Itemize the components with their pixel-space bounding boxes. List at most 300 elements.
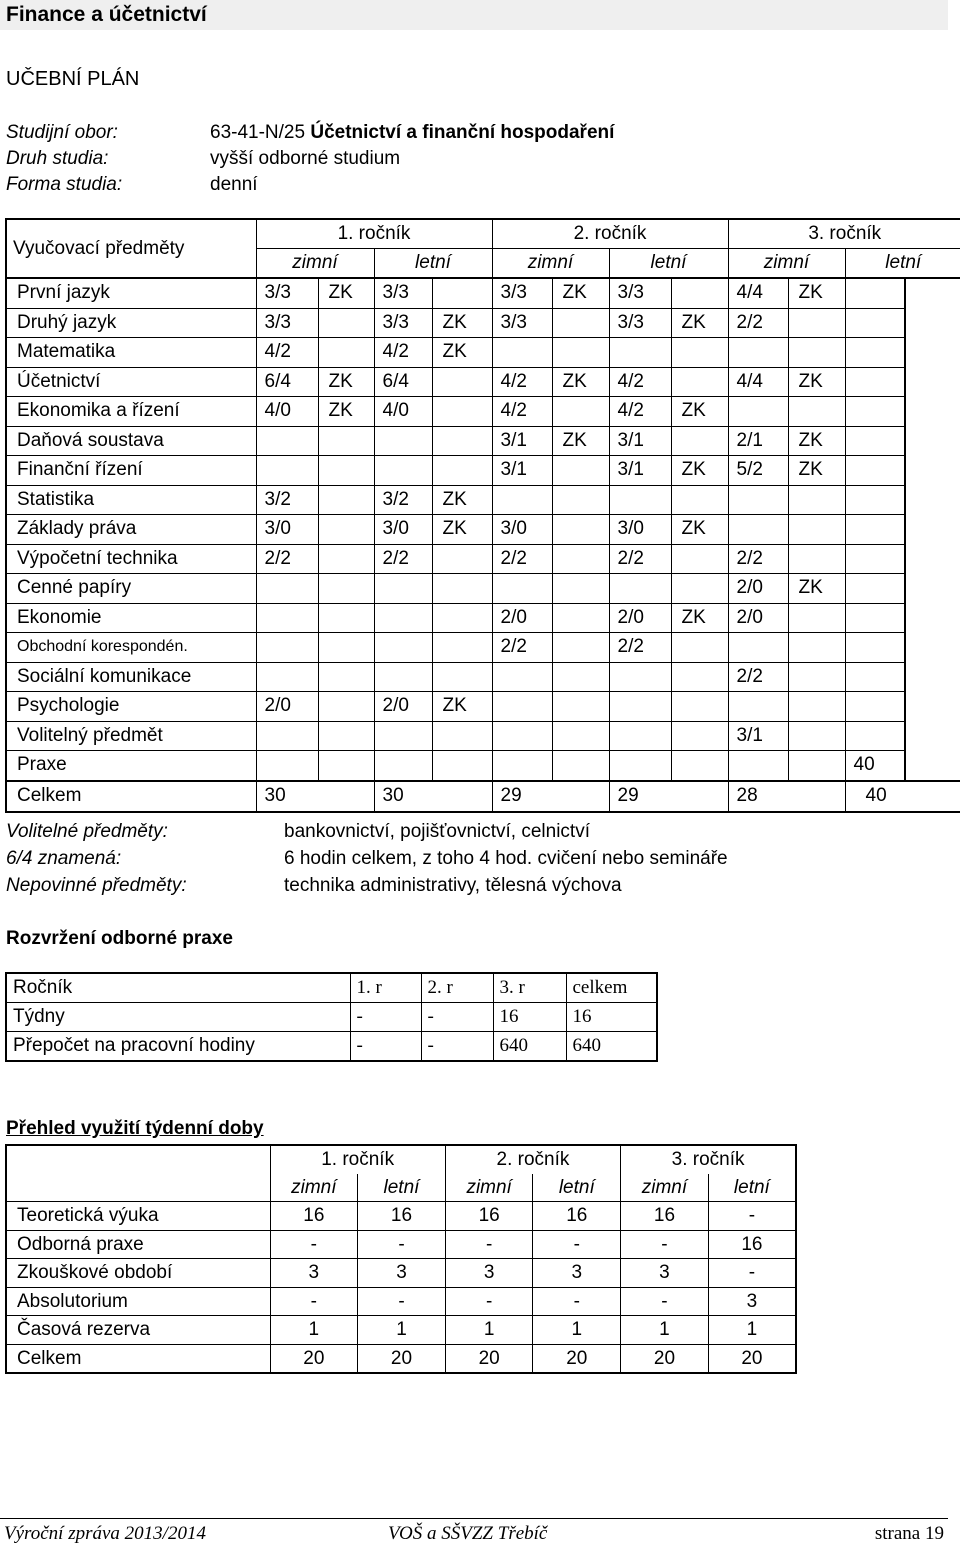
weekly-value: 3 — [270, 1259, 358, 1288]
subject-row — [6, 456, 960, 486]
info-value — [210, 120, 614, 146]
hours-cell — [374, 574, 432, 604]
semester-header: letní — [609, 249, 728, 279]
hours-cell: 2/0 — [728, 603, 788, 633]
hours-cell — [374, 662, 432, 692]
practice-row — [6, 973, 657, 1003]
weekly-value: 1 — [270, 1316, 358, 1345]
hours-cell: 2/2 — [609, 544, 671, 574]
exam-cell — [905, 456, 960, 486]
exam-cell: ZK — [671, 515, 728, 545]
exam-cell — [788, 721, 845, 751]
exam-cell: ZK — [318, 367, 374, 397]
exam-cell — [905, 574, 960, 604]
hours-cell — [728, 397, 788, 427]
hours-cell: 6/4 — [374, 367, 432, 397]
exam-cell — [432, 456, 492, 486]
exam-cell: ZK — [788, 574, 845, 604]
subject-name: Druhý jazyk — [6, 308, 256, 338]
exam-cell — [552, 692, 609, 722]
total-value: 28 — [728, 781, 845, 812]
hours-cell: 3/3 — [609, 308, 671, 338]
weekly-value: 16 — [533, 1202, 621, 1231]
weekly-value: 20 — [445, 1344, 533, 1373]
exam-cell — [671, 338, 728, 368]
hours-cell — [845, 367, 905, 397]
hours-cell — [609, 751, 671, 781]
hours-cell — [492, 338, 552, 368]
practice-value: 2. r — [421, 973, 493, 1003]
hours-cell: 4/4 — [728, 278, 788, 308]
weekly-row — [6, 1287, 796, 1316]
exam-cell — [788, 485, 845, 515]
practice-value: - — [350, 1032, 421, 1062]
exam-cell — [552, 338, 609, 368]
exam-cell — [432, 574, 492, 604]
hours-cell — [256, 426, 318, 456]
hours-cell — [728, 633, 788, 663]
exam-cell — [552, 751, 609, 781]
exam-cell: ZK — [788, 426, 845, 456]
note-label: 6/4 znamená: — [6, 848, 122, 869]
exam-cell — [318, 603, 374, 633]
hours-cell: 4/2 — [609, 397, 671, 427]
exam-cell — [671, 692, 728, 722]
hours-cell: 2/2 — [728, 662, 788, 692]
exam-cell: ZK — [788, 367, 845, 397]
exam-cell — [318, 721, 374, 751]
hours-cell — [492, 721, 552, 751]
hours-cell: 3/1 — [609, 456, 671, 486]
hours-cell — [845, 308, 905, 338]
hours-cell — [374, 426, 432, 456]
exam-cell: ZK — [552, 278, 609, 308]
exam-cell — [432, 662, 492, 692]
subject-name: Ekonomika a řízení — [6, 397, 256, 427]
note-value: technika administrativy, tělesná výchova — [284, 875, 622, 896]
subject-row — [6, 721, 960, 751]
exam-cell — [671, 426, 728, 456]
practice-value: 3. r — [493, 973, 566, 1003]
hours-cell: 2/0 — [609, 603, 671, 633]
footer-page: strana 19 — [874, 1523, 944, 1544]
note-label: Nepovinné předměty: — [6, 875, 187, 896]
exam-cell — [318, 662, 374, 692]
weekly-corner — [6, 1174, 270, 1202]
exam-cell — [671, 633, 728, 663]
semester-header: letní — [374, 249, 492, 279]
note-value: 6 hodin celkem, z toho 4 hod. cvičení nebo semináře — [284, 848, 728, 869]
hours-cell — [728, 515, 788, 545]
page-footer — [0, 1518, 948, 1547]
weekly-value: 3 — [533, 1259, 621, 1288]
info-value — [210, 146, 400, 172]
hours-cell: 3/1 — [609, 426, 671, 456]
hours-cell: 2/2 — [256, 544, 318, 574]
exam-cell — [552, 456, 609, 486]
weekly-label: Zkouškové období — [6, 1259, 270, 1288]
practice-value: celkem — [566, 973, 657, 1003]
exam-cell: ZK — [671, 397, 728, 427]
hours-cell: 3/3 — [256, 308, 318, 338]
hours-cell: 3/1 — [728, 721, 788, 751]
hours-cell — [845, 692, 905, 722]
weekly-value: 1 — [708, 1316, 796, 1345]
subject-row — [6, 426, 960, 456]
hours-cell: 3/1 — [492, 456, 552, 486]
hours-cell: 2/2 — [728, 544, 788, 574]
exam-cell — [318, 633, 374, 663]
weekly-value: 3 — [358, 1259, 446, 1288]
exam-cell — [432, 278, 492, 308]
hours-cell — [845, 633, 905, 663]
subject-name: Volitelný předmět — [6, 721, 256, 751]
weekly-value: 20 — [708, 1344, 796, 1373]
exam-cell: ZK — [671, 308, 728, 338]
exam-cell — [671, 721, 728, 751]
exam-cell — [788, 692, 845, 722]
subject-name: Statistika — [6, 485, 256, 515]
exam-cell — [318, 544, 374, 574]
semester-header: zimní — [492, 249, 609, 279]
weekly-semester: letní — [708, 1174, 796, 1202]
hours-cell — [609, 721, 671, 751]
exam-cell — [432, 633, 492, 663]
exam-cell: ZK — [432, 485, 492, 515]
semester-header: zimní — [728, 249, 845, 279]
hours-cell: 4/2 — [609, 367, 671, 397]
exam-cell — [905, 751, 960, 781]
subject-name: Psychologie — [6, 692, 256, 722]
weekly-value: - — [445, 1287, 533, 1316]
subject-name: Cenné papíry — [6, 574, 256, 604]
exam-cell — [552, 544, 609, 574]
exam-cell — [905, 308, 960, 338]
weekly-value: - — [445, 1230, 533, 1259]
hours-cell — [609, 692, 671, 722]
subject-name: Ekonomie — [6, 603, 256, 633]
exam-cell — [671, 662, 728, 692]
practice-label: Ročník — [6, 973, 350, 1003]
exam-cell: ZK — [432, 692, 492, 722]
exam-cell: ZK — [432, 308, 492, 338]
practice-table — [5, 972, 658, 1062]
hours-cell: 3/3 — [609, 278, 671, 308]
hours-cell — [845, 544, 905, 574]
exam-cell — [432, 397, 492, 427]
curriculum-table — [5, 218, 960, 813]
hours-cell: 2/0 — [374, 692, 432, 722]
exam-cell — [552, 662, 609, 692]
exam-cell — [432, 721, 492, 751]
total-value: 30 — [256, 781, 374, 812]
weekly-years-row — [6, 1145, 796, 1174]
weekly-value: 16 — [621, 1202, 709, 1231]
weekly-label: Odborná praxe — [6, 1230, 270, 1259]
weekly-corner — [6, 1145, 270, 1174]
hours-cell: 3/3 — [256, 278, 318, 308]
info-label: Forma studia: — [6, 174, 123, 195]
subject-row — [6, 574, 960, 604]
hours-cell: 4/0 — [374, 397, 432, 427]
weekly-value: 16 — [270, 1202, 358, 1231]
exam-cell: ZK — [671, 456, 728, 486]
exam-cell — [788, 338, 845, 368]
hours-cell — [256, 751, 318, 781]
exam-cell: ZK — [788, 456, 845, 486]
hours-cell: 3/3 — [492, 308, 552, 338]
exam-cell — [432, 544, 492, 574]
weekly-label: Celkem — [6, 1344, 270, 1373]
hours-cell — [728, 485, 788, 515]
exam-cell — [788, 633, 845, 663]
hours-cell — [374, 633, 432, 663]
hours-cell — [845, 397, 905, 427]
practice-label: Týdny — [6, 1003, 350, 1032]
practice-value: 16 — [566, 1003, 657, 1032]
subject-row — [6, 662, 960, 692]
hours-cell: 2/2 — [609, 633, 671, 663]
hours-cell — [845, 278, 905, 308]
exam-cell — [318, 456, 374, 486]
weekly-row — [6, 1230, 796, 1259]
subject-name: Sociální komunikace — [6, 662, 256, 692]
hours-cell: 6/4 — [256, 367, 318, 397]
year-header: 1. ročník — [256, 219, 492, 249]
weekly-value: - — [358, 1287, 446, 1316]
exam-cell — [905, 397, 960, 427]
exam-cell: ZK — [318, 278, 374, 308]
exam-cell — [552, 485, 609, 515]
exam-cell — [788, 308, 845, 338]
weekly-semester: zimní — [270, 1174, 358, 1202]
weekly-row — [6, 1316, 796, 1345]
weekly-value: 16 — [358, 1202, 446, 1231]
total-value: 40 — [845, 781, 960, 812]
weekly-value: 3 — [445, 1259, 533, 1288]
exam-cell — [905, 692, 960, 722]
weekly-value: - — [270, 1287, 358, 1316]
exam-cell — [318, 692, 374, 722]
hours-cell: 2/1 — [728, 426, 788, 456]
hours-cell — [492, 662, 552, 692]
hours-cell — [845, 515, 905, 545]
subject-name: Praxe — [6, 751, 256, 781]
subject-row — [6, 308, 960, 338]
footer-report: Výroční zpráva 2013/2014 — [4, 1523, 206, 1544]
info-value — [210, 172, 258, 198]
info-label: Druh studia: — [6, 148, 109, 169]
exam-cell — [905, 633, 960, 663]
exam-cell — [432, 367, 492, 397]
hours-cell: 40 — [845, 751, 905, 781]
practice-value: - — [421, 1003, 493, 1032]
weekly-value: 1 — [445, 1316, 533, 1345]
practice-value: 640 — [493, 1032, 566, 1062]
practice-value: 16 — [493, 1003, 566, 1032]
hours-cell — [256, 633, 318, 663]
info-name: Účetnictví a finanční hospodaření — [310, 122, 615, 143]
weekly-value: - — [358, 1230, 446, 1259]
hours-cell — [374, 751, 432, 781]
weekly-value: - — [270, 1230, 358, 1259]
weekly-row — [6, 1344, 796, 1373]
semester-header: zimní — [256, 249, 374, 279]
exam-cell — [552, 397, 609, 427]
exam-cell — [552, 721, 609, 751]
exam-cell — [671, 278, 728, 308]
weekly-semester: zimní — [445, 1174, 533, 1202]
hours-cell: 2/2 — [374, 544, 432, 574]
exam-cell — [432, 751, 492, 781]
hours-cell — [845, 456, 905, 486]
hours-cell: 3/3 — [374, 308, 432, 338]
hours-cell: 5/2 — [728, 456, 788, 486]
exam-cell — [788, 662, 845, 692]
hours-cell — [845, 426, 905, 456]
info-code: vyšší odborné studium — [210, 148, 401, 169]
exam-cell — [905, 721, 960, 751]
hours-cell — [609, 574, 671, 604]
exam-cell: ZK — [318, 397, 374, 427]
hours-cell: 4/2 — [492, 367, 552, 397]
hours-cell: 3/2 — [256, 485, 318, 515]
exam-cell — [318, 338, 374, 368]
exam-cell — [905, 426, 960, 456]
subject-name: Obchodní korespondén. — [6, 633, 256, 663]
exam-cell — [671, 574, 728, 604]
hours-cell — [845, 662, 905, 692]
page-header — [0, 0, 948, 30]
hours-cell — [256, 456, 318, 486]
exam-cell — [318, 751, 374, 781]
exam-cell — [905, 603, 960, 633]
practice-value: - — [421, 1032, 493, 1062]
subjects-header: Vyučovací předměty — [6, 219, 256, 278]
weekly-row — [6, 1202, 796, 1231]
subject-row — [6, 485, 960, 515]
practice-value: - — [350, 1003, 421, 1032]
exam-cell: ZK — [671, 603, 728, 633]
practice-row — [6, 1032, 657, 1062]
weekly-row — [6, 1259, 796, 1288]
plan-title: UČEBNÍ PLÁN — [6, 68, 140, 90]
hours-cell — [609, 485, 671, 515]
header-row-years — [6, 219, 960, 249]
hours-cell — [609, 662, 671, 692]
exam-cell — [788, 397, 845, 427]
weekly-year: 3. ročník — [621, 1145, 796, 1174]
hours-cell: 2/0 — [256, 692, 318, 722]
year-header: 3. ročník — [728, 219, 960, 249]
exam-cell: ZK — [552, 426, 609, 456]
exam-cell — [905, 662, 960, 692]
weekly-value: 1 — [621, 1316, 709, 1345]
weekly-semesters-row — [6, 1174, 796, 1202]
hours-cell — [492, 751, 552, 781]
hours-cell: 3/0 — [492, 515, 552, 545]
weekly-value: 20 — [621, 1344, 709, 1373]
note-value: bankovnictví, pojišťovnictví, celnictví — [284, 821, 590, 842]
exam-cell — [671, 544, 728, 574]
info-code: 63-41-N/25 — [210, 122, 311, 143]
hours-cell: 2/2 — [492, 633, 552, 663]
hours-cell: 3/1 — [492, 426, 552, 456]
hours-cell: 2/0 — [492, 603, 552, 633]
exam-cell: ZK — [432, 515, 492, 545]
exam-cell — [318, 574, 374, 604]
subject-row — [6, 603, 960, 633]
weekly-year: 2. ročník — [445, 1145, 620, 1174]
subject-row — [6, 515, 960, 545]
hours-cell — [845, 338, 905, 368]
subject-name: Daňová soustava — [6, 426, 256, 456]
weekly-value: 16 — [708, 1230, 796, 1259]
hours-cell: 3/2 — [374, 485, 432, 515]
weekly-semester: zimní — [621, 1174, 709, 1202]
weekly-value: - — [708, 1202, 796, 1231]
subject-row — [6, 338, 960, 368]
hours-cell: 2/2 — [492, 544, 552, 574]
subject-row — [6, 751, 960, 781]
semester-header: letní — [845, 249, 960, 279]
exam-cell — [432, 426, 492, 456]
weekly-value: - — [533, 1230, 621, 1259]
subject-row — [6, 692, 960, 722]
exam-cell — [318, 515, 374, 545]
weekly-value: 1 — [533, 1316, 621, 1345]
year-header: 2. ročník — [492, 219, 728, 249]
weekly-semester: letní — [533, 1174, 621, 1202]
hours-cell: 4/2 — [492, 397, 552, 427]
total-row — [6, 781, 960, 812]
subject-row — [6, 278, 960, 308]
hours-cell — [256, 574, 318, 604]
exam-cell — [552, 308, 609, 338]
hours-cell: 3/3 — [492, 278, 552, 308]
hours-cell — [374, 456, 432, 486]
hours-cell — [256, 662, 318, 692]
hours-cell: 4/4 — [728, 367, 788, 397]
weekly-value: 1 — [358, 1316, 446, 1345]
exam-cell — [318, 308, 374, 338]
info-label: Studijní obor: — [6, 122, 118, 143]
weekly-year: 1. ročník — [270, 1145, 445, 1174]
weekly-value: 20 — [270, 1344, 358, 1373]
exam-cell — [552, 603, 609, 633]
subject-row — [6, 397, 960, 427]
hours-cell — [492, 485, 552, 515]
exam-cell — [671, 751, 728, 781]
hours-cell: 4/2 — [256, 338, 318, 368]
subject-name: Matematika — [6, 338, 256, 368]
weekly-label: Časová rezerva — [6, 1316, 270, 1345]
hours-cell — [845, 721, 905, 751]
subject-name: Výpočetní technika — [6, 544, 256, 574]
exam-cell — [788, 544, 845, 574]
weekly-value: - — [708, 1259, 796, 1288]
info-code: denní — [210, 174, 258, 195]
practice-value: 1. r — [350, 973, 421, 1003]
weekly-label: Teoretická výuka — [6, 1202, 270, 1231]
total-value: 29 — [492, 781, 609, 812]
exam-cell — [671, 485, 728, 515]
practice-value: 640 — [566, 1032, 657, 1062]
subject-name: Finanční řízení — [6, 456, 256, 486]
exam-cell — [905, 367, 960, 397]
hours-cell — [845, 485, 905, 515]
hours-cell — [609, 338, 671, 368]
